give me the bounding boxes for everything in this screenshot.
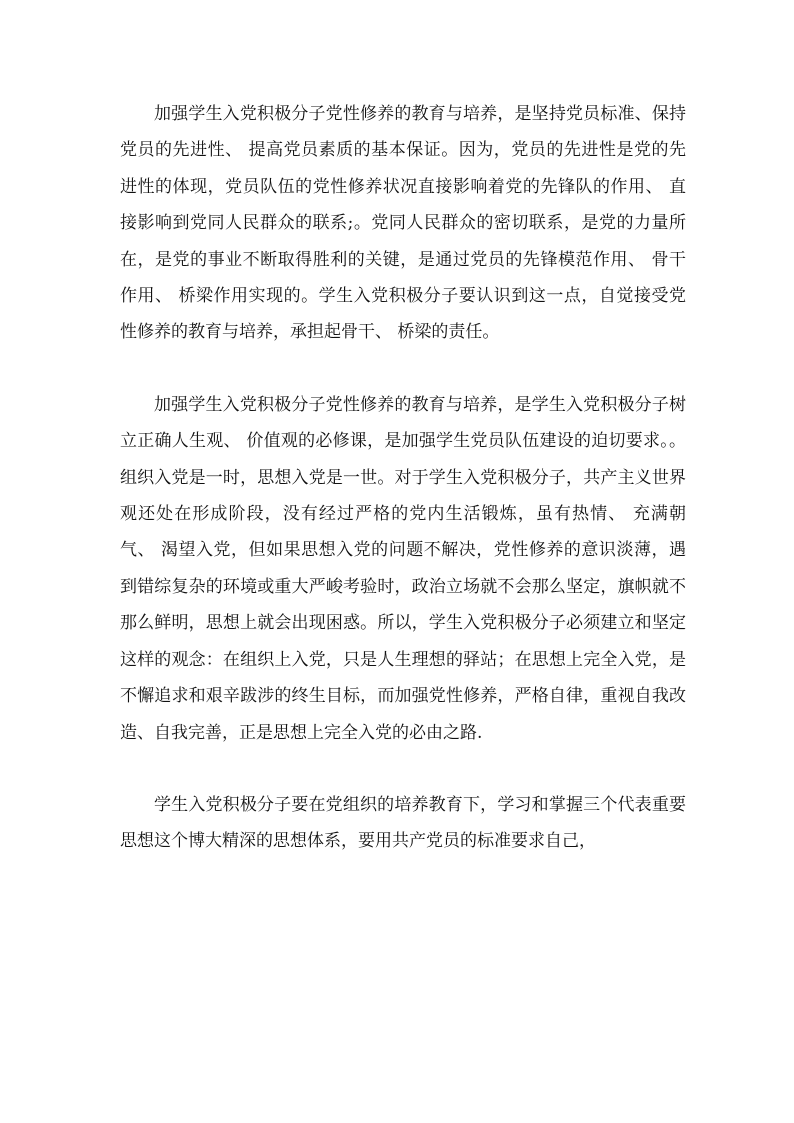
paragraph-2: 加强学生入党积极分子党性修养的教育与培养，是学生入党积极分子树立正确人生观、 价值观的必修课，是加强学生党员队伍建设的迫切要求。。组织入党是一时，思想入党是一世。对于学生入党积极分子，共产主义世界观还处在形成阶段，没有经过严格的党内生活锻炼，虽有热情、 充满朝气、 渴望入党，但如果思想入党的问题不解决，党性修养的意识淡薄，遇到错综复杂的环境或重大严峻考验时，政治立场就不会那么坚定，旗帜就不那么鲜明，思想上就会出现困惑。所以，学生入党积极分子必须建立和坚定这样的观念：在组织上入党，只是人生理想的驿站；在思想上完全入党，是不懈追求和艰辛跋涉的终生目标，而加强党性修养，严格自律，重视自我改造、自我完善，正是思想上完全入党的必由之路. xyxy=(120,394,686,743)
paragraph-3: 学生入党积极分子要在党组织的培养教育下，学习和掌握三个代表重要思想这个博大精深的思想体系，要用共产党员的标准要求自己， xyxy=(120,794,686,852)
paragraph-1: 加强学生入党积极分子党性修养的教育与培养，是坚持党员标准、保持党员的先进性、 提高党员素质的基本保证。因为，党员的先进性是党的先进性的体现，党员队伍的党性修养状况直接影响着党的先锋队的作用、 直接影响到党同人民群众的联系;。党同人民群众的密切联系，是党的力量所在，是党的事业不断取得胜利的关键，是通过党员的先锋模范作用、 骨干作用、 桥梁作用实现的。学生入党积极分子要认识到这一点，自觉接受党性修养的教育与培养，承担起骨干、 桥梁的责任。 xyxy=(120,104,686,343)
document-body xyxy=(120,96,686,860)
